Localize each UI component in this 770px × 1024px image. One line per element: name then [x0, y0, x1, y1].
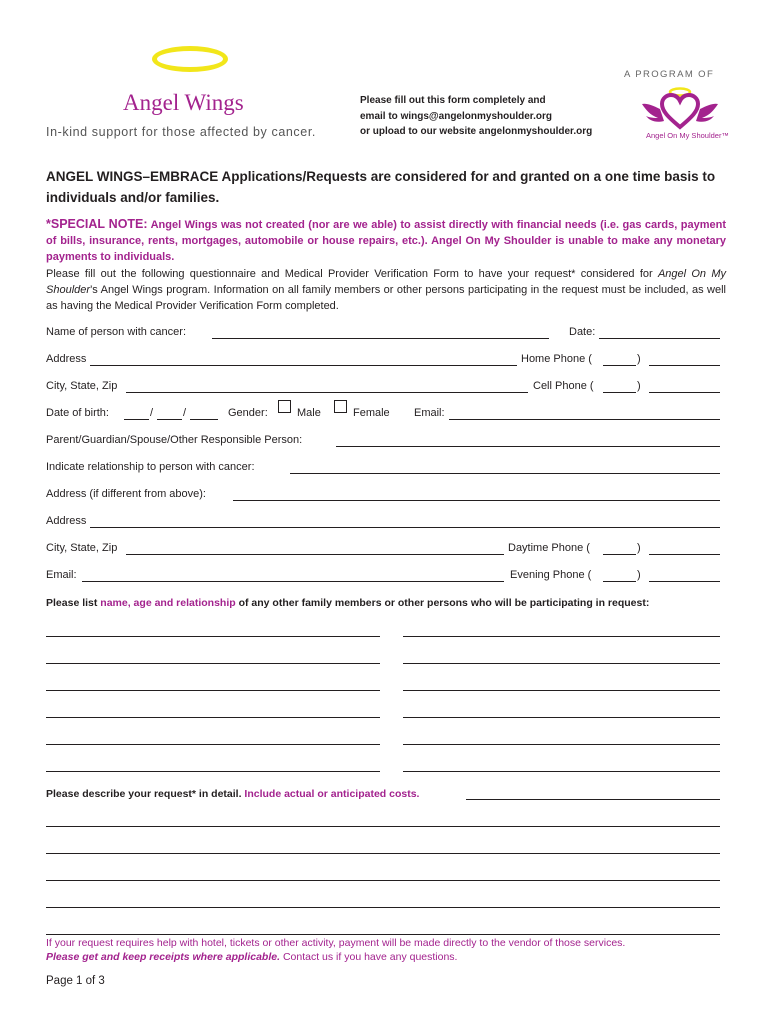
dob-year-input[interactable]: [190, 419, 218, 420]
family-member-input[interactable]: [46, 744, 380, 745]
request-description-input[interactable]: [466, 799, 720, 800]
daytime-phone-area-input[interactable]: [603, 554, 636, 555]
describe-highlight: Include actual or anticipated costs.: [244, 788, 420, 800]
dob-label: Date of birth:: [46, 407, 109, 419]
cell-phone-paren: ): [637, 380, 641, 392]
home-phone-area-input[interactable]: [603, 365, 636, 366]
date-input[interactable]: [599, 338, 720, 339]
home-phone-paren: ): [637, 353, 641, 365]
request-description-line[interactable]: [46, 880, 720, 881]
daytime-phone-input[interactable]: [649, 554, 720, 555]
footer-note: If your request requires help with hotel, tickets or other activity, payment will be made directly to the vendor of those services.: [46, 937, 626, 949]
name-label: Name of person with cancer:: [46, 326, 187, 338]
email2-input[interactable]: [82, 581, 504, 582]
family-member-input[interactable]: [403, 717, 720, 718]
instruction-line-2: email to wings@angelonmyshoulder.org: [360, 111, 553, 122]
dob-slash-1: /: [150, 407, 154, 419]
male-label: Male: [297, 407, 321, 419]
daytime-phone-label: Daytime Phone (: [508, 542, 590, 554]
intro-italic: Angel On My Shoulder: [46, 268, 726, 296]
family-member-input[interactable]: [403, 744, 720, 745]
list-q-text-1: Please list: [46, 597, 101, 609]
special-note-text: Angel Wings was not created (nor are we able) to assist directly with financial needs (i.e. gas cards, payment of bills, insurance, rents, mortgages, automobile or house repairs, etc.). Angel On My Shoulder is unable to make any monetary payments to individuals.: [46, 219, 726, 263]
special-note: [46, 216, 726, 265]
footer-contact: Contact us if you have any questions.: [280, 951, 458, 963]
brand-tagline: In-kind support for those affected by cancer.: [46, 125, 316, 139]
gender-label: Gender:: [228, 407, 268, 419]
describe-text: Please describe your request* in detail.: [46, 788, 245, 800]
family-member-input[interactable]: [46, 717, 380, 718]
address2-label: Address: [46, 515, 87, 527]
name-input[interactable]: [212, 338, 549, 339]
female-checkbox[interactable]: [334, 400, 347, 413]
address-different-label: Address (if different from above):: [46, 488, 206, 500]
family-member-input[interactable]: [403, 663, 720, 664]
relationship-label: Indicate relationship to person with cancer:: [46, 461, 255, 473]
city2-label: City, State, Zip: [46, 542, 118, 554]
describe-request-question: [46, 788, 419, 800]
dob-day-input[interactable]: [157, 419, 182, 420]
date-label: Date:: [569, 326, 596, 338]
footer-receipts: [46, 951, 457, 963]
brand-name: Angel Wings: [123, 90, 244, 115]
address-input[interactable]: [90, 365, 517, 366]
address-label: Address: [46, 353, 87, 365]
instruction-line-1: Please fill out this form completely and: [360, 95, 546, 106]
intro-paragraph: [46, 266, 726, 314]
intro-text-1: Please fill out the following questionnaire and Medical Provider Verification Form to have your request* considered for: [46, 268, 658, 280]
evening-phone-area-input[interactable]: [603, 581, 636, 582]
female-label: Female: [353, 407, 390, 419]
request-description-line[interactable]: [46, 934, 720, 935]
request-description-line[interactable]: [46, 826, 720, 827]
male-checkbox[interactable]: [278, 400, 291, 413]
city-input[interactable]: [126, 392, 528, 393]
program-label: A PROGRAM OF: [624, 69, 715, 80]
page-number: Page 1 of 3: [46, 975, 105, 987]
evening-phone-input[interactable]: [649, 581, 720, 582]
family-member-input[interactable]: [403, 771, 720, 772]
address-different-input[interactable]: [233, 500, 720, 501]
intro-text-2: ’s Angel Wings program. Information on all family members or other persons participating in the request must be included, as well as having the Medical Provider Verification Form completed.: [46, 284, 726, 312]
list-q-text-2: of any other family members or other persons who will be participating in request:: [235, 597, 650, 609]
city-label: City, State, Zip: [46, 380, 118, 392]
relationship-input[interactable]: [290, 473, 720, 474]
halo-icon: [152, 46, 228, 72]
list-q-highlight: name, age and relationship: [100, 597, 236, 609]
dob-month-input[interactable]: [124, 419, 149, 420]
email-label: Email:: [414, 407, 445, 419]
evening-phone-paren: ): [637, 569, 641, 581]
guardian-input[interactable]: [336, 446, 720, 447]
family-member-input[interactable]: [46, 690, 380, 691]
guardian-label: Parent/Guardian/Spouse/Other Responsible Person:: [46, 434, 303, 446]
family-member-input[interactable]: [46, 636, 380, 637]
city2-input[interactable]: [126, 554, 504, 555]
family-member-input[interactable]: [403, 690, 720, 691]
program-logo-text: Angel On My Shoulder™: [646, 131, 729, 140]
address2-input[interactable]: [90, 527, 720, 528]
family-member-input[interactable]: [403, 636, 720, 637]
request-description-line[interactable]: [46, 907, 720, 908]
evening-phone-label: Evening Phone (: [510, 569, 592, 581]
email-input[interactable]: [449, 419, 720, 420]
home-phone-label: Home Phone (: [521, 353, 592, 365]
daytime-phone-paren: ): [637, 542, 641, 554]
cell-phone-area-input[interactable]: [603, 392, 636, 393]
dob-slash-2: /: [183, 407, 187, 419]
cell-phone-label: Cell Phone (: [533, 380, 594, 392]
footer-receipts-bold: Please get and keep receipts where applicable.: [46, 951, 281, 963]
family-list-question: [46, 597, 649, 609]
request-description-line[interactable]: [46, 853, 720, 854]
page-heading: ANGEL WINGS–EMBRACE Applications/Requests are considered for and granted on a one time basis to individuals and/or families.: [46, 169, 716, 205]
email2-label: Email:: [46, 569, 77, 581]
cell-phone-input[interactable]: [649, 392, 720, 393]
special-note-label: *SPECIAL NOTE:: [46, 217, 148, 231]
instruction-line-3: or upload to our website angelonmyshoulder.org: [360, 126, 593, 137]
family-member-input[interactable]: [46, 771, 380, 772]
family-member-input[interactable]: [46, 663, 380, 664]
home-phone-input[interactable]: [649, 365, 720, 366]
